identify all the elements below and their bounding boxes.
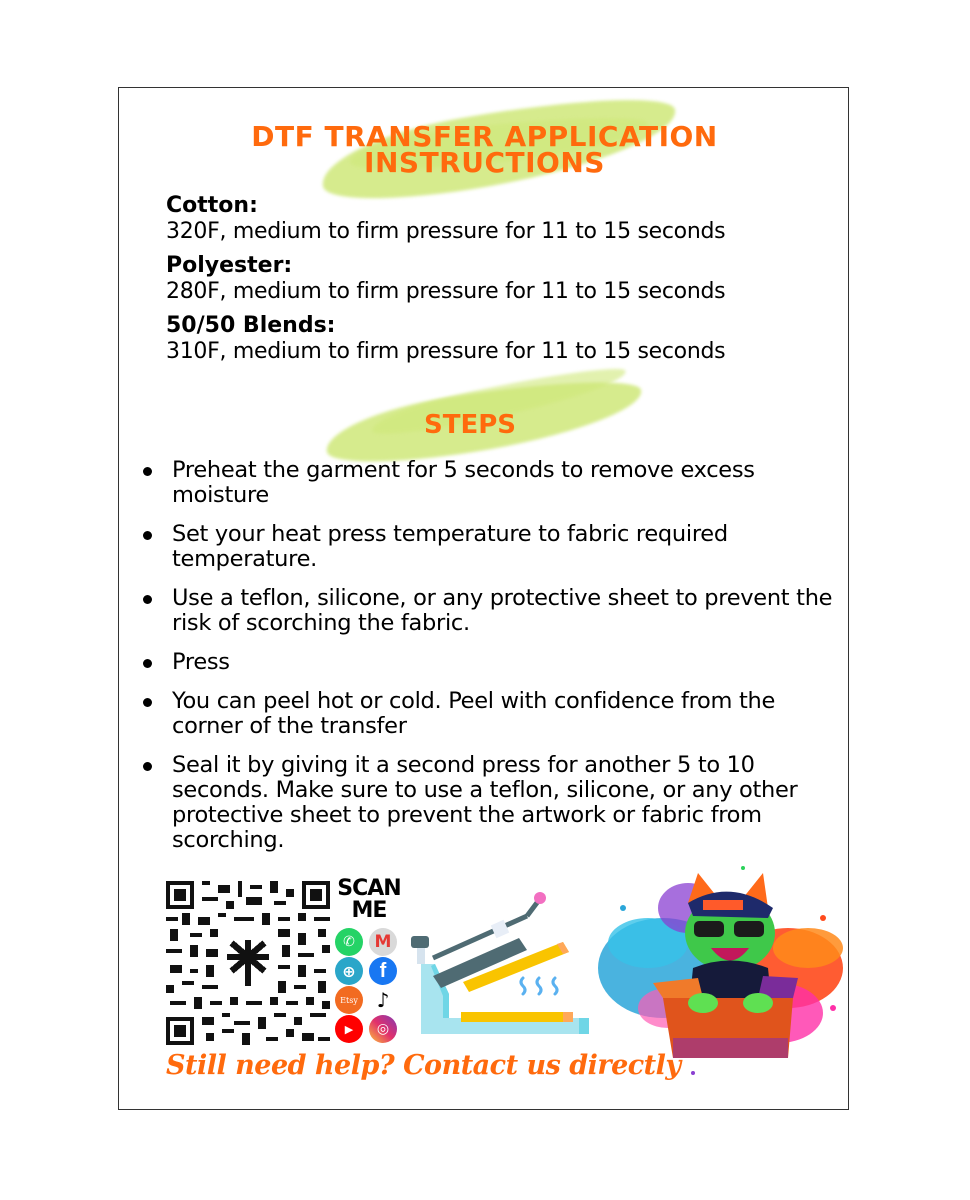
steps-heading: STEPS: [423, 410, 516, 440]
step-item: [139, 586, 839, 636]
fabric-name: Polyester:: [166, 253, 293, 278]
step-text: Seal it by giving it a second press for another 5 to 10 seconds. Make sure to use a teflon, silicone, or any other protective sheet to prevent the artwork or fabric from scorching.: [172, 752, 798, 853]
instagram-icon[interactable]: ◎: [369, 1015, 397, 1043]
step-item: [139, 522, 839, 572]
fabric-spec: 310F, medium to firm pressure for 11 to 15 seconds: [166, 339, 726, 364]
website-globe-icon[interactable]: ⊕: [335, 957, 363, 985]
fabric-spec: 280F, medium to firm pressure for 11 to 15 seconds: [166, 279, 726, 304]
step-text: Use a teflon, silicone, or any protective sheet to prevent the risk of scorching the fabric.: [172, 585, 833, 636]
steps-list: [139, 458, 839, 867]
tiktok-icon[interactable]: ♪: [369, 986, 397, 1014]
scan-label-line-1: SCAN: [337, 876, 401, 901]
fabric-cotton: [166, 193, 826, 245]
step-item: [139, 689, 839, 739]
page-title: [119, 120, 850, 179]
heat-press-illustration: [411, 884, 591, 1044]
fabric-settings: [166, 193, 826, 373]
whatsapp-icon[interactable]: ✆: [335, 928, 363, 956]
scan-label-line-2: ME: [351, 898, 387, 923]
fabric-spec: 320F, medium to firm pressure for 11 to 15 seconds: [166, 219, 726, 244]
youtube-icon[interactable]: ▶: [335, 1015, 363, 1043]
scan-me-label: [333, 878, 405, 922]
contact-help-link[interactable]: Still need help? Contact us directly: [166, 1050, 681, 1081]
bullet-icon: [143, 762, 152, 771]
bullet-icon: [143, 698, 152, 707]
step-text: You can peel hot or cold. Peel with confidence from the corner of the transfer: [172, 688, 776, 739]
facebook-icon[interactable]: f: [369, 957, 397, 985]
fabric-name: Cotton:: [166, 193, 258, 218]
step-item: [139, 650, 839, 675]
instruction-card: [118, 87, 849, 1110]
fabric-polyester: [166, 253, 826, 305]
bullet-icon: [143, 467, 152, 476]
step-text: Set your heat press temperature to fabric required temperature.: [172, 521, 728, 572]
bullet-icon: [143, 659, 152, 668]
bullet-icon: [143, 531, 152, 540]
step-text: Press: [172, 649, 230, 675]
fabric-name: 50/50 Blends:: [166, 313, 336, 338]
qr-code[interactable]: [166, 881, 330, 1045]
etsy-icon[interactable]: Etsy: [335, 986, 363, 1014]
title-line-1: DTF TRANSFER APPLICATION: [251, 120, 718, 153]
title-line-2: INSTRUCTIONS: [364, 146, 605, 179]
step-item: [139, 458, 839, 508]
step-text: Preheat the garment for 5 seconds to remove excess moisture: [172, 457, 755, 508]
social-icons: [335, 928, 401, 1043]
gmail-icon[interactable]: M: [369, 928, 397, 956]
step-item: [139, 753, 839, 853]
fabric-blends: [166, 313, 826, 365]
bullet-icon: [143, 595, 152, 604]
